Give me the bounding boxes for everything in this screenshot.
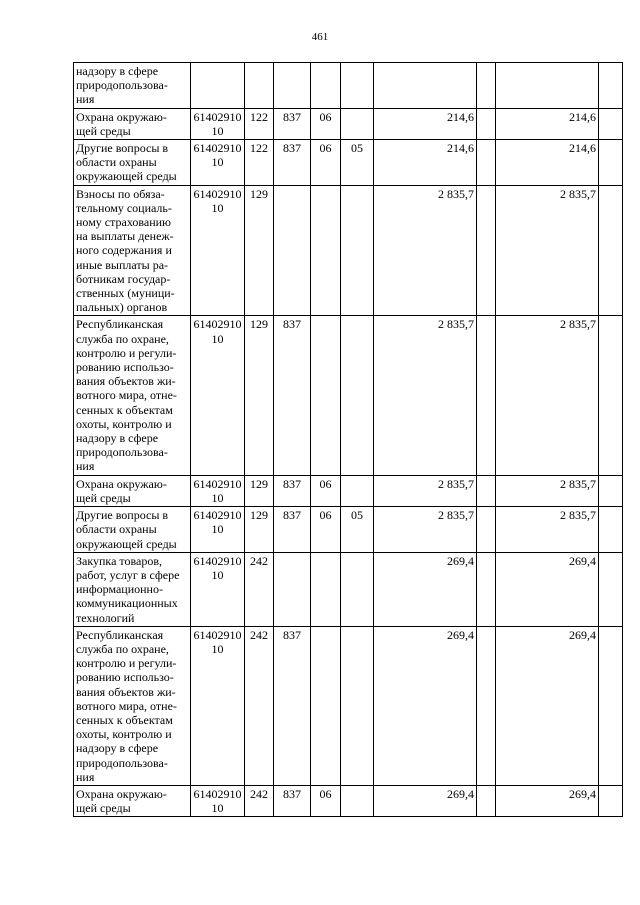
cell-ministry-code: 837 (274, 626, 311, 785)
cell-ministry-code: 837 (274, 140, 311, 186)
cell-name: Закупка товаров, работ, услуг в сфере информационно- коммуникационных технологий (74, 552, 191, 626)
cell-subsection (341, 785, 374, 816)
cell-expense-type: 129 (245, 185, 274, 316)
cell-section: 06 (311, 140, 341, 186)
budget-table (73, 62, 623, 817)
cell-expense-type: 242 (245, 785, 274, 816)
cell-amount-1: 2 835,7 (374, 507, 477, 553)
cell-ministry-code: 837 (274, 475, 311, 506)
cell-section (311, 185, 341, 316)
cell-amount-1: 214,6 (374, 108, 477, 139)
cell-empty (477, 140, 496, 186)
cell-expense-type (245, 63, 274, 109)
table-row (74, 552, 623, 626)
cell-target-article: 61402910 10 (191, 140, 245, 186)
cell-amount-1: 214,6 (374, 140, 477, 186)
cell-target-article: 61402910 10 (191, 552, 245, 626)
cell-empty (477, 626, 496, 785)
table-row (74, 475, 623, 506)
cell-ministry-code: 837 (274, 108, 311, 139)
cell-subsection (341, 63, 374, 109)
cell-amount-1 (374, 63, 477, 109)
cell-empty (599, 552, 623, 626)
cell-name: Охрана окружаю- щей среды (74, 108, 191, 139)
cell-empty (599, 63, 623, 109)
cell-ministry-code (274, 552, 311, 626)
cell-empty (599, 108, 623, 139)
cell-section (311, 626, 341, 785)
cell-target-article: 61402910 10 (191, 475, 245, 506)
page-number: 461 (311, 31, 329, 43)
cell-amount-1: 2 835,7 (374, 185, 477, 316)
cell-section: 06 (311, 108, 341, 139)
cell-empty (599, 185, 623, 316)
table-row (74, 507, 623, 553)
table-body (74, 63, 623, 817)
cell-expense-type: 122 (245, 140, 274, 186)
cell-amount-2: 2 835,7 (496, 475, 599, 506)
cell-target-article: 61402910 10 (191, 507, 245, 553)
cell-target-article: 61402910 10 (191, 626, 245, 785)
cell-subsection (341, 475, 374, 506)
cell-name: надзору в сфере природопользова- ния (74, 63, 191, 109)
cell-subsection: 05 (341, 507, 374, 553)
cell-name: Охрана окружаю- щей среды (74, 785, 191, 816)
cell-empty (599, 785, 623, 816)
cell-empty (599, 475, 623, 506)
cell-amount-1: 2 835,7 (374, 475, 477, 506)
table-row (74, 316, 623, 475)
cell-section (311, 63, 341, 109)
cell-section (311, 316, 341, 475)
cell-empty (477, 507, 496, 553)
cell-amount-2: 2 835,7 (496, 507, 599, 553)
cell-amount-2: 269,4 (496, 552, 599, 626)
cell-name: Другие вопросы в области охраны окружающей среды (74, 140, 191, 186)
cell-subsection (341, 626, 374, 785)
cell-name: Охрана окружаю- щей среды (74, 475, 191, 506)
cell-empty (477, 63, 496, 109)
cell-ministry-code: 837 (274, 507, 311, 553)
cell-name: Республиканская служба по охране, контролю и регули- рованию использо- вания объектов жи- вотного мира, отне- сенных к объектам охоты, контролю и надзору в сфере природопользова- ния (74, 316, 191, 475)
cell-empty (599, 316, 623, 475)
cell-empty (477, 316, 496, 475)
cell-target-article: 61402910 10 (191, 785, 245, 816)
cell-name: Взносы по обяза- тельному социаль- ному страхованию на выплаты денеж- ного содержания и иные выплаты ра- ботникам государ- ственных (муници- пальных) органов (74, 185, 191, 316)
cell-amount-2: 214,6 (496, 108, 599, 139)
cell-section: 06 (311, 785, 341, 816)
cell-name: Другие вопросы в области охраны окружающей среды (74, 507, 191, 553)
cell-name: Республиканская служба по охране, контролю и регули- рованию использо- вания объектов жи- вотного мира, отне- сенных к объектам охоты, контролю и надзору в сфере природопользова- ния (74, 626, 191, 785)
table-row (74, 108, 623, 139)
cell-empty (599, 507, 623, 553)
cell-amount-2 (496, 63, 599, 109)
cell-empty (477, 785, 496, 816)
cell-expense-type: 129 (245, 316, 274, 475)
cell-subsection (341, 316, 374, 475)
cell-amount-1: 269,4 (374, 626, 477, 785)
cell-section: 06 (311, 507, 341, 553)
cell-ministry-code (274, 63, 311, 109)
cell-expense-type: 242 (245, 626, 274, 785)
table-row (74, 785, 623, 816)
cell-ministry-code: 837 (274, 785, 311, 816)
cell-amount-1: 269,4 (374, 785, 477, 816)
cell-empty (477, 475, 496, 506)
cell-subsection (341, 185, 374, 316)
table-row (74, 185, 623, 316)
cell-ministry-code: 837 (274, 316, 311, 475)
cell-amount-1: 269,4 (374, 552, 477, 626)
cell-amount-2: 269,4 (496, 785, 599, 816)
cell-expense-type: 129 (245, 507, 274, 553)
cell-target-article: 61402910 10 (191, 316, 245, 475)
cell-ministry-code (274, 185, 311, 316)
cell-subsection: 05 (341, 140, 374, 186)
cell-amount-2: 269,4 (496, 626, 599, 785)
cell-amount-2: 2 835,7 (496, 316, 599, 475)
table-row (74, 63, 623, 109)
cell-target-article (191, 63, 245, 109)
cell-subsection (341, 552, 374, 626)
cell-section (311, 552, 341, 626)
cell-empty (477, 108, 496, 139)
cell-target-article: 61402910 10 (191, 108, 245, 139)
cell-empty (477, 552, 496, 626)
cell-amount-2: 2 835,7 (496, 185, 599, 316)
cell-target-article: 61402910 10 (191, 185, 245, 316)
cell-amount-2: 214,6 (496, 140, 599, 186)
table-row (74, 626, 623, 785)
cell-empty (477, 185, 496, 316)
table-row (74, 140, 623, 186)
cell-expense-type: 129 (245, 475, 274, 506)
cell-section: 06 (311, 475, 341, 506)
cell-subsection (341, 108, 374, 139)
cell-expense-type: 242 (245, 552, 274, 626)
cell-amount-1: 2 835,7 (374, 316, 477, 475)
cell-expense-type: 122 (245, 108, 274, 139)
cell-empty (599, 626, 623, 785)
cell-empty (599, 140, 623, 186)
